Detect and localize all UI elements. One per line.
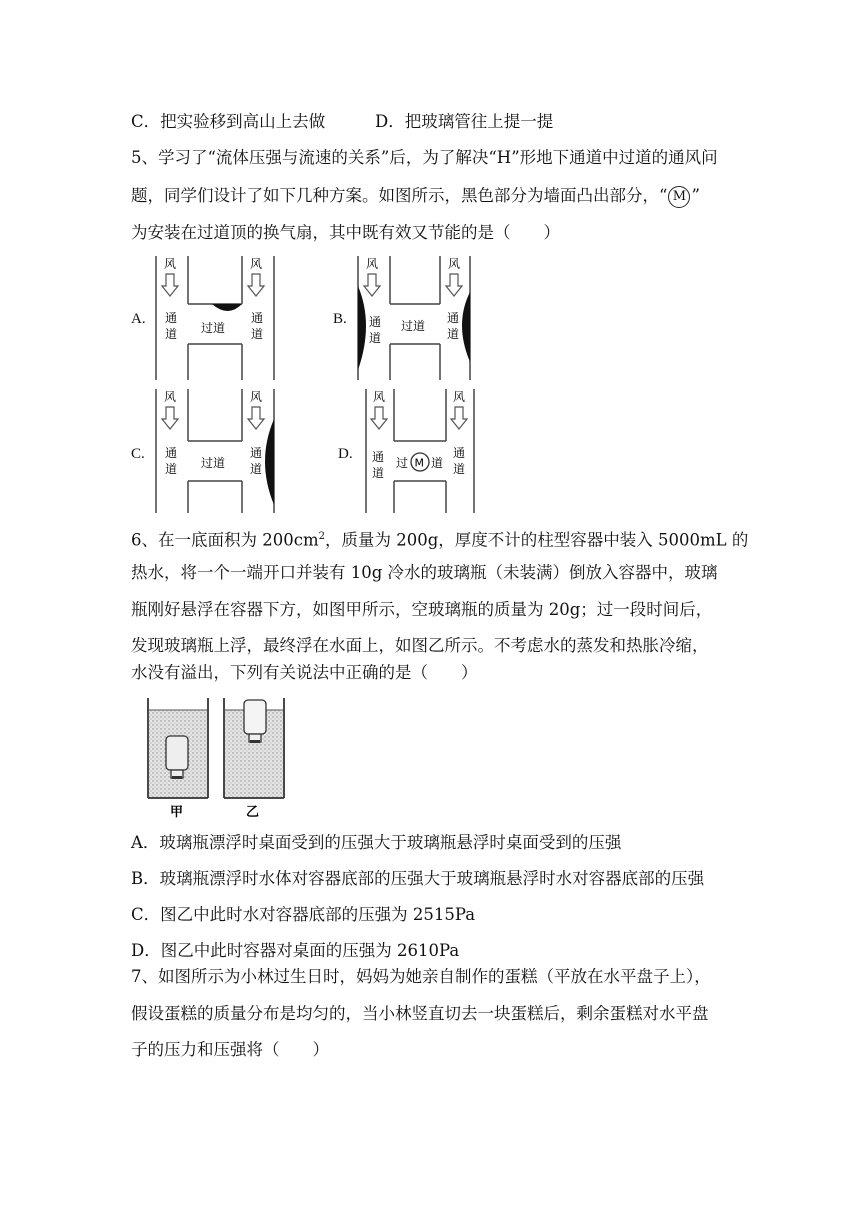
q6-option-a: A．玻璃瓶漂浮时桌面受到的压强大于玻璃瓶悬浮时桌面受到的压强 (131, 833, 622, 852)
q5-stem-line1: 5、学习了“流体压强与流速的关系”后，为了解决“H”形地下通道中过道的通风问 (131, 148, 718, 167)
q5-diagram-b (352, 252, 477, 384)
channel-label: 道 (369, 331, 382, 345)
q6-stem-line4: 发现玻璃瓶上浮，最终浮在水面上，如图乙所示。不考虑水的蒸发和热胀冷缩， (131, 636, 709, 655)
q6-stem-line2: 热水，将一个一端开口并装有 10g 冷水的玻璃瓶（未装满）倒放入容器中，玻璃 (131, 563, 718, 582)
wind-label: 风 (250, 390, 263, 404)
q6-stem-line1b: ，质量为 200g，厚度不计的柱型容器中装入 5000mL 的 (325, 530, 749, 550)
channel-label: 通 (251, 311, 264, 325)
channel-label: 通 (250, 446, 263, 460)
q5-diagram-d (362, 385, 480, 517)
q6-stem-line3: 瓶刚好悬浮在容器下方，如图甲所示，空玻璃瓶的质量为 20g；过一段时间后， (131, 600, 713, 619)
q5-diagram-c (150, 385, 280, 517)
wind-label: 风 (448, 257, 461, 271)
channel-label: 道 (372, 466, 385, 480)
q6-figure (140, 692, 300, 822)
q4-option-c: C．把实验移到高山上去做 (131, 112, 326, 131)
channel-label: 通 (372, 450, 385, 464)
channel-label: 通 (165, 311, 178, 325)
q5-stem-line3: 为安装在过道顶的换气扇，其中既有效又节能的是（ ） (131, 223, 560, 242)
q5-stem-line2b: ” (691, 186, 700, 205)
fan-icon (668, 186, 690, 208)
channel-label: 通 (369, 315, 382, 329)
q7-stem-line2: 假设蛋糕的质量分布是均匀的，当小林竖直切去一块蛋糕后，剩余蛋糕对水平盘 (131, 1004, 709, 1023)
wind-label: 风 (164, 390, 177, 404)
q5-option-d-label: D. (338, 446, 353, 462)
q6-option-b: B．玻璃瓶漂浮时水体对容器底部的压强大于玻璃瓶悬浮时水对容器底部的压强 (131, 869, 705, 888)
fig-label-yi: 乙 (246, 805, 260, 820)
wind-label: 风 (453, 390, 466, 404)
q6-option-d: D．图乙中此时容器对桌面的压强为 2610Pa (131, 941, 460, 960)
q5-stem-line2a: 题，同学们设计了如下几种方案。如图所示，黑色部分为墙面凸出部分，“ (131, 186, 668, 205)
q6-option-c: C．图乙中此时水对容器底部的压强为 2515Pa (131, 905, 476, 924)
fan-symbol: M (672, 188, 687, 204)
passage-label: 过 (396, 456, 409, 470)
wind-label: 风 (373, 390, 386, 404)
channel-label: 通 (165, 446, 178, 460)
channel-label: 道 (251, 327, 264, 341)
passage-label: 道 (431, 456, 444, 470)
q7-stem-line1: 7、如图所示为小林过生日时，妈妈为她亲自制作的蛋糕（平放在水平盘子上）， (131, 967, 711, 986)
q5-diagram-a (150, 252, 280, 384)
q6-stem-sup: 2 (318, 531, 325, 542)
wind-label: 风 (164, 257, 177, 271)
channel-label: 道 (165, 462, 178, 476)
passage-label: 过道 (401, 319, 426, 333)
q6-stem-line5: 水没有溢出，下列有关说法中正确的是（ ） (131, 663, 478, 682)
q5-stem-line2 (131, 185, 700, 208)
q4-option-d: D．把玻璃管往上提一提 (375, 112, 554, 131)
wind-label: 风 (366, 257, 379, 271)
channel-label: 道 (447, 327, 460, 341)
passage-label: 过道 (201, 321, 226, 335)
q6-stem-line1a: 6、在一底面积为 200cm (131, 530, 319, 550)
q7-stem-line3: 子的压力和压强将（ ） (131, 1040, 329, 1059)
wind-label: 风 (250, 257, 263, 271)
q5-option-c-label: C. (131, 446, 145, 462)
channel-label: 道 (453, 462, 466, 476)
fan-symbol: M (414, 456, 424, 470)
q6-stem-line1 (131, 526, 748, 552)
q5-option-a-label: A. (131, 311, 146, 327)
channel-label: 道 (250, 462, 263, 476)
channel-label: 道 (165, 327, 178, 341)
q5-option-b-label: B. (333, 311, 347, 327)
fig-label-jia: 甲 (170, 805, 184, 820)
channel-label: 通 (447, 311, 460, 325)
channel-label: 通 (453, 446, 466, 460)
passage-label: 过道 (201, 456, 226, 470)
